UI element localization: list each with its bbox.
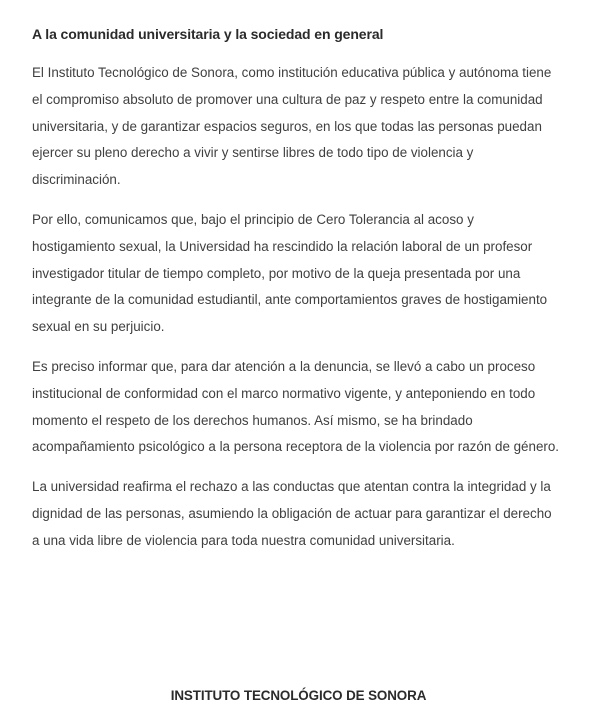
institution-signature: INSTITUTO TECNOLÓGICO DE SONORA xyxy=(170,688,427,703)
paragraph-reaffirmation: La universidad reafirma el rechazo a las conductas que atentan contra la integridad y la dignidad de las personas, asumiendo la obligación de actuar para garantizar el derecho a una vida libre de violencia para toda nuestra comunidad universitaria. xyxy=(32,479,552,548)
paragraph-process: Es preciso informar que, para dar atención a la denuncia, se llevó a cabo un proceso institucional de conformidad con el marco normativo vigente, y anteponiendo en todo momento el respeto de los derechos humanos. Así mismo, se ha brindado acompañamiento psicológico a la persona receptora de la violencia por razón de género. xyxy=(32,358,560,455)
paragraph-zero-tolerance: Por ello, comunicamos que, bajo el principio de Cero Tolerancia al acoso y hostigamiento sexual, la Universidad ha rescindido la relación laboral de un profesor investigador titular de tiempo completo, por motivo de la queja presentada por una integrante de la comunidad estudiantil, ante comportamientos graves de hostigamiento sexual en su perjuicio. xyxy=(32,211,548,335)
paragraph-commitment: El Instituto Tecnológico de Sonora, como institución educativa pública y autónoma tiene el compromiso absoluto de promover una cultura de paz y respeto entre la comunidad universitaria, y de garantizar espacios seguros, en los que todas las personas puedan ejercer su pleno derecho a vivir y sentirse libres de todo tipo de violencia y discriminación. xyxy=(32,65,552,188)
statement-body xyxy=(32,24,560,568)
statement-heading: A la comunidad universitaria y la sociedad en general xyxy=(32,26,384,42)
